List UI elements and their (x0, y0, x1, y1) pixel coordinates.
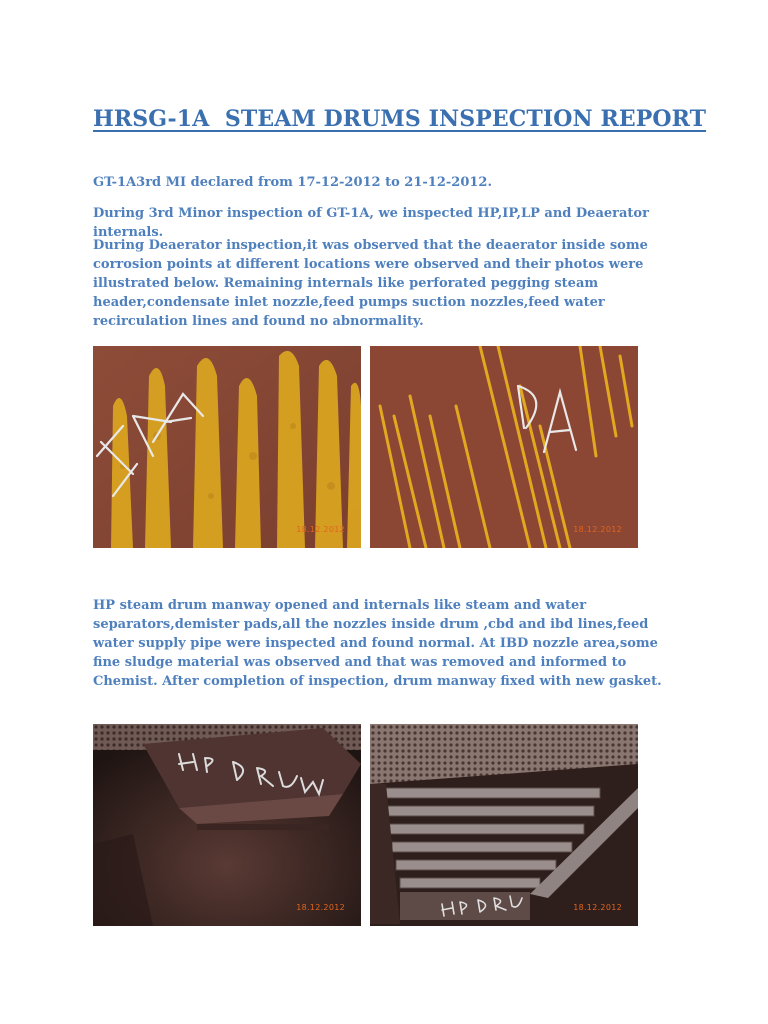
photo-deaerator-corrosion-1-image (93, 346, 361, 548)
photo-deaerator-corrosion-1 (93, 346, 361, 548)
date-stamp: 18.12.2012 (296, 525, 345, 534)
photo-hp-drum-internals (370, 724, 638, 926)
date-stamp: 18.12.2012 (573, 903, 622, 912)
photo-hp-drum-manway (93, 724, 361, 926)
photo-deaerator-corrosion-2 (370, 346, 638, 548)
paragraph-hp-drum-findings: HP steam drum manway opened and internals like steam and water separators,demister pads,all the nozzles inside drum ,cbd and ibd lines,feed water supply pipe were inspected and found normal. At IBD nozzle area,some fine sludge material was observed and that was removed and informed to Chemist. After completion of inspection, drum manway fixed with new gasket. (93, 598, 662, 689)
photo-deaerator-corrosion-2-image (370, 346, 638, 548)
photo-hp-drum-internals-image (370, 724, 638, 926)
date-stamp: 18.12.2012 (573, 525, 622, 534)
paragraph-inspection-scope: During 3rd Minor inspection of GT-1A, we inspected HP,IP,LP and Deaerator internals. (93, 206, 649, 240)
paragraph-inspection-dates: GT-1A3rd MI declared from 17-12-2012 to 21-12-2012. (93, 175, 492, 190)
photo-hp-drum-manway-image (93, 724, 361, 926)
paragraph-deaerator-findings: During Deaerator inspection,it was observed that the deaerator inside some corrosion points at different locations were observed and their photos were illustrated below. Remaining internals like perforated pegging steam header,condensate inlet nozzle,feed pumps suction nozzles,feed water recirculation lines and found no abnormality. (93, 238, 648, 329)
date-stamp: 18.12.2012 (296, 903, 345, 912)
report-title: HRSG-1A STEAM DRUMS INSPECTION REPORT (93, 106, 707, 132)
